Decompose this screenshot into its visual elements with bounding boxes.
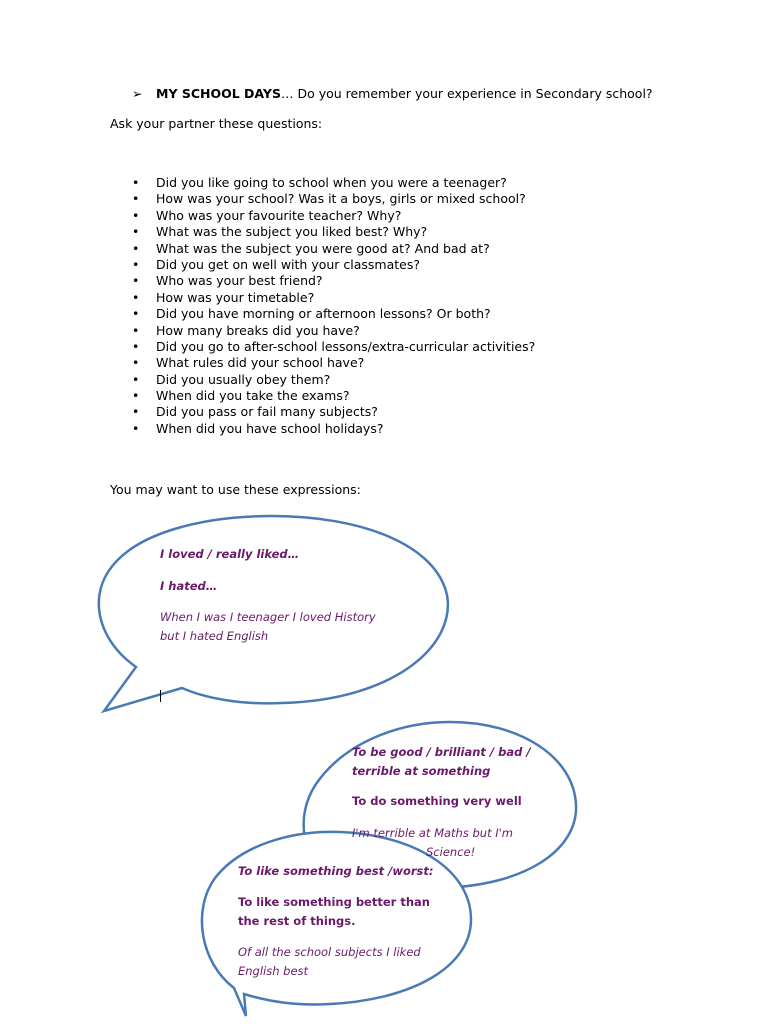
bubble1-example1: When I was I teenager I loved History (160, 610, 376, 624)
bubble2-line1: To be good / brilliant / bad / (352, 745, 531, 759)
bubble1-line1: I loved / really liked… (160, 547, 300, 561)
question-text: How many breaks did you have? (156, 322, 360, 338)
bullet-icon: • (132, 256, 140, 272)
bullet-icon: • (132, 355, 140, 371)
bullet-icon: • (132, 371, 140, 387)
question-text: Who was your best friend? (156, 273, 323, 289)
bubble2-line3: To do something very well (352, 794, 522, 808)
question-text: When did you have school holidays? (156, 420, 384, 436)
bubble1-line2: I hated… (160, 579, 218, 593)
heading-title: MY SCHOOL DAYS (156, 86, 281, 101)
arrow-bullet-icon: ➢ (132, 86, 143, 101)
expressions-intro: You may want to use these expressions: (110, 482, 361, 497)
heading-question: … Do you remember your experience in Secondary school? (280, 86, 653, 101)
text-cursor-mark (160, 690, 161, 702)
bubble2-example2: Science! (426, 845, 476, 859)
question-text: Did you get on well with your classmates? (156, 256, 421, 272)
bullet-icon: • (132, 240, 140, 256)
bullet-icon: • (132, 191, 140, 207)
bullet-icon: • (132, 338, 140, 354)
bullet-icon: • (132, 224, 140, 240)
bubble3-example2: English best (238, 964, 309, 978)
question-text: Did you have morning or afternoon lessons? Or both? (156, 306, 491, 322)
bullet-icon: • (132, 207, 140, 223)
question-text: Did you go to after-school lessons/extra-curricular activities? (156, 338, 536, 354)
question-text: What rules did your school have? (156, 355, 365, 371)
bullet-icon: • (132, 322, 140, 338)
bubble3-example1: Of all the school subjects I liked (238, 945, 421, 959)
bubble3-line1: To like something best /worst: (238, 864, 434, 878)
bubble1-example2: but I hated English (160, 629, 269, 643)
instruction-text: Ask your partner these questions: (110, 116, 323, 131)
question-text: What was the subject you liked best? Why? (156, 224, 428, 240)
bubble3-line2: To like something better than (238, 895, 430, 909)
bubble3-line3: the rest of things. (238, 914, 356, 928)
bullet-icon: • (132, 404, 140, 420)
bullet-icon: • (132, 273, 140, 289)
question-text: Did you usually obey them? (156, 371, 331, 387)
bubble2-line2: terrible at something (352, 764, 491, 778)
bubble2-example1: I'm terrible at Maths but I'm (352, 826, 514, 840)
bullet-icon: • (132, 175, 140, 190)
question-text: Who was your favourite teacher? Why? (156, 207, 402, 223)
question-text: When did you take the exams? (156, 388, 350, 404)
bullet-icon: • (132, 388, 140, 404)
bullet-icon: • (132, 289, 140, 305)
question-text: Did you pass or fail many subjects? (156, 404, 378, 420)
bullet-icon: • (132, 420, 140, 436)
bullet-icon: • (132, 306, 140, 322)
question-text: What was the subject you were good at? And bad at? (156, 240, 490, 256)
question-text: How was your timetable? (156, 289, 315, 305)
question-text: Did you like going to school when you were a teenager? (156, 175, 507, 190)
question-text: How was your school? Was it a boys, girls or mixed school? (156, 191, 526, 207)
